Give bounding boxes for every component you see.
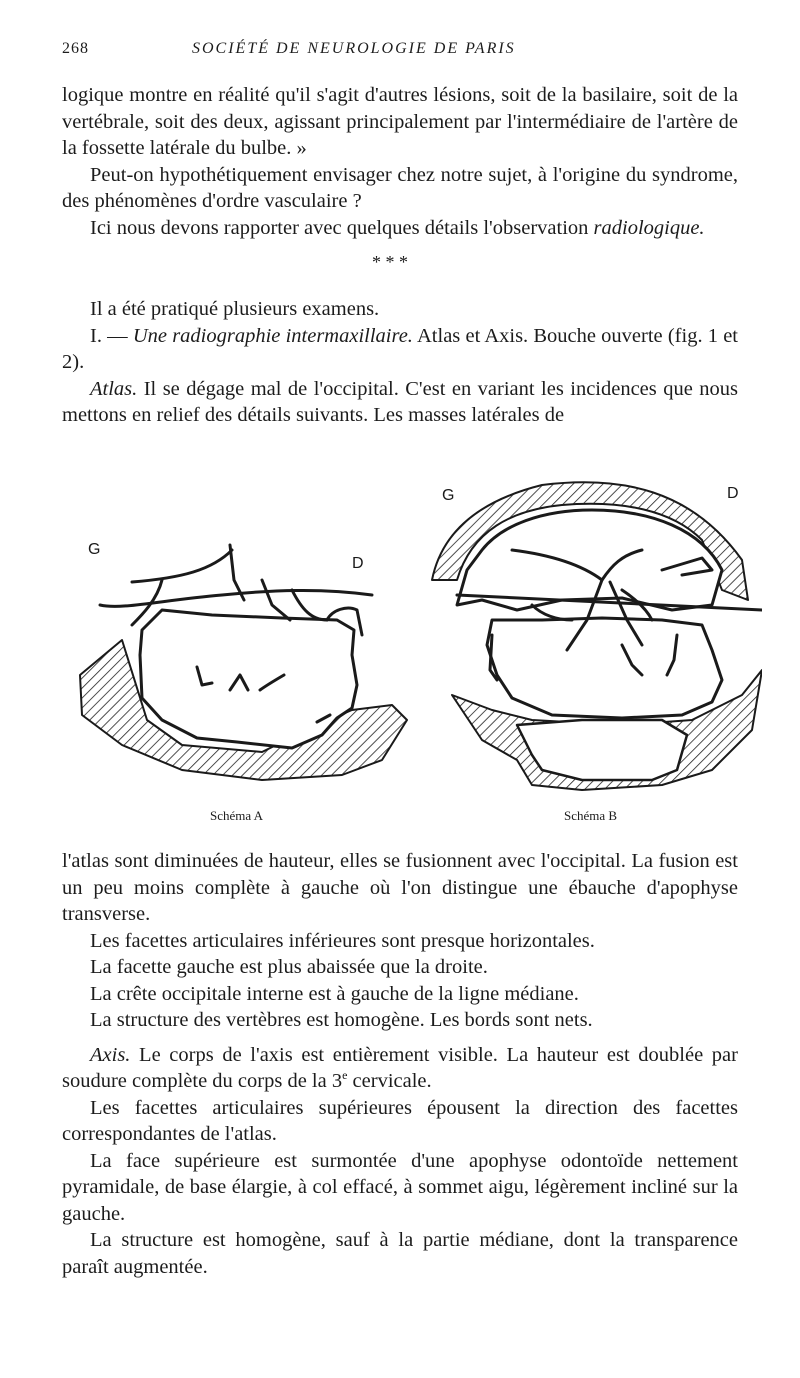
axis-text-end: cervicale. xyxy=(347,1070,432,1092)
paragraph-axis xyxy=(62,1042,738,1095)
radio-italic: radiologique. xyxy=(593,216,705,239)
text-block-middle xyxy=(62,296,738,429)
schema-b-lower-block xyxy=(517,720,687,780)
schema-b-label-g: G xyxy=(442,487,455,504)
paragraph-radiologic-intro xyxy=(62,215,738,242)
section-1-title: Une radiographie intermaxillaire. xyxy=(132,324,413,347)
paragraph-odontoide: La face supérieure est surmontée d'une apophyse odontoïde nettement pyramidale, de base élargie, à col effacé, à sommet aigu, légèrement incliné sur la gauche. xyxy=(62,1149,738,1225)
axis-text: Le corps de l'axis est entièrement visible. La hauteur est doublée par soudure complète du corps de la 3 xyxy=(62,1043,738,1092)
schema-a-line-1 xyxy=(132,550,232,582)
atlas-heading: Atlas. xyxy=(90,377,138,400)
paragraph-question: Peut-on hypothétiquement envisager chez notre sujet, à l'origine du syndrome, des phénomènes d'ordre vasculaire ? xyxy=(62,163,738,212)
axis-superscript: e xyxy=(342,1068,348,1083)
paragraph-transparence: La structure est homogène, sauf à la partie médiane, dont la transparence paraît augmentée. xyxy=(62,1229,738,1278)
paragraph-exams: Il a été pratiqué plusieurs examens. xyxy=(90,298,380,320)
section-1-rest: Atlas et Axis. Bouche ouverte (fig. 1 et 2). xyxy=(62,324,738,373)
schema-a-line-5 xyxy=(292,590,327,620)
schema-drawings xyxy=(62,470,762,830)
axis-heading: Axis. xyxy=(90,1043,131,1066)
paragraph-atlas-continued: l'atlas sont diminuées de hauteur, elles se fusionnent avec l'occipital. La fusion est un peu moins complète à gauche où l'on distingue une ébauche d'apophyse transverse. xyxy=(62,850,738,925)
caption-schema-b: Schéma B xyxy=(564,808,618,823)
schema-b-label-d: D xyxy=(727,485,739,502)
section-1-prefix: I. — xyxy=(90,324,133,347)
section-asterism: * * * xyxy=(372,252,408,272)
schema-a-line-3 xyxy=(100,590,372,606)
radio-text: Ici nous devons rapporter avec quelques détails l'observation xyxy=(90,216,594,239)
schema-b-drawing xyxy=(432,482,762,790)
paragraph-vascular-origin: logique montre en réalité qu'il s'agit d'autres lésions, soit de la basilaire, soit de la vertébrale, soit des deux, agissant principalement par l'intermédiaire de l'artère de la fossette latérale du bulbe. » xyxy=(62,84,738,159)
running-title: SOCIÉTÉ DE NEUROLOGIE DE PARIS xyxy=(192,40,516,57)
paragraph-facettes: Les facettes articulaires inférieures sont presque horizontales. xyxy=(90,929,595,952)
text-block-top xyxy=(62,82,738,241)
schema-b-vertebra-outline xyxy=(487,618,722,718)
schema-a-label-d: D xyxy=(352,555,364,572)
paragraph-crete: La crête occipitale interne est à gauche de la ligne médiane. xyxy=(90,982,579,1005)
text-block-bottom xyxy=(62,848,738,1280)
page-number: 268 xyxy=(62,40,89,57)
schema-a-line-4 xyxy=(262,580,290,620)
running-header xyxy=(62,40,738,64)
figures-area xyxy=(62,470,762,830)
schema-a-drawing xyxy=(80,545,407,780)
paragraph-section-1 xyxy=(62,323,738,376)
paragraph-facettes-superieures: Les facettes articulaires supérieures épousent la direction des facettes correspondantes de l'atlas. xyxy=(62,1096,738,1145)
schema-a-vertebra-outline xyxy=(140,610,357,748)
paragraph-atlas xyxy=(62,376,738,429)
paragraph-structure: La structure des vertèbres est homogène. Les bords sont nets. xyxy=(90,1009,593,1031)
schema-a-label-g: G xyxy=(88,541,101,558)
caption-schema-a: Schéma A xyxy=(210,808,264,823)
atlas-text: Il se dégage mal de l'occipital. C'est en variant les incidences que nous mettons en relief des détails suivants. Les masses latérales de xyxy=(62,377,738,426)
paragraph-facette-gauche: La facette gauche est plus abaissée que la droite. xyxy=(90,956,488,978)
